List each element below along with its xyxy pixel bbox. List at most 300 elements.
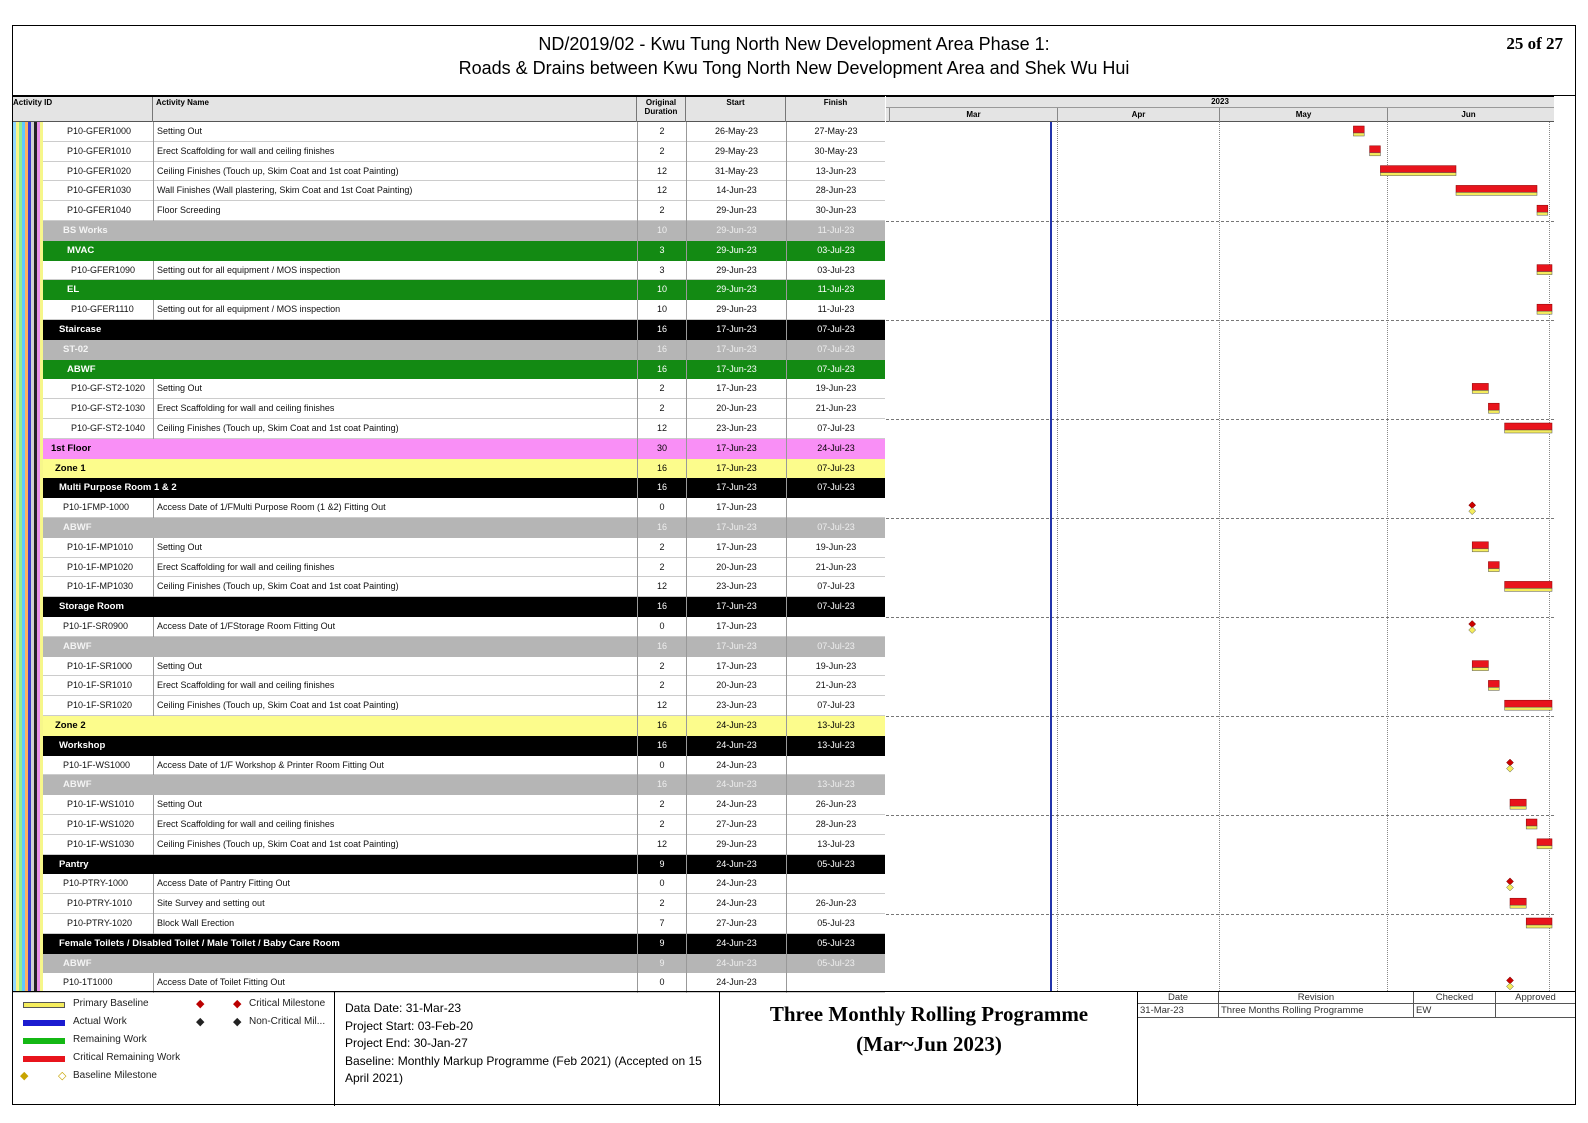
critical-bar [1472, 383, 1488, 390]
wbs-band[interactable] [13, 459, 885, 479]
critical-bar [1370, 146, 1381, 153]
finish-date: 19-Jun-23 [786, 538, 885, 558]
duration: 0 [637, 874, 686, 894]
wbs-title: MVAC [67, 244, 95, 256]
wbs-title: BS Works [63, 225, 108, 236]
activity-row[interactable] [13, 538, 885, 558]
wbs-title: Zone 1 [55, 462, 86, 474]
finish-date: 21-Jun-23 [786, 676, 885, 696]
baseline-milestone-icon [1507, 765, 1514, 772]
wbs-title: Multi Purpose Room 1 & 2 [59, 482, 177, 494]
page-number: 25 of 27 [1506, 34, 1563, 53]
baseline-bar [1353, 133, 1364, 136]
duration: 16 [637, 518, 686, 538]
activity-id: P10-1F-SR1010 [67, 680, 133, 691]
wbs-title: ABWF [67, 363, 96, 375]
activity-row[interactable] [13, 498, 885, 518]
rev-header-checked: Checked [1414, 992, 1496, 1004]
activity-name: Erect Scaffolding for wall and ceiling finishes [153, 142, 637, 162]
activity-id: P10-GFER1030 [67, 185, 132, 196]
activity-name: Site Survey and setting out [153, 894, 637, 914]
activity-row[interactable] [13, 577, 885, 597]
rev-cell-checked: EW [1414, 1004, 1496, 1018]
legend-primary-baseline: Primary Baseline [73, 998, 149, 1009]
legend-non-critical-milestone: Non-Critical Mil... [249, 1016, 326, 1027]
start-date: 29-Jun-23 [686, 280, 786, 300]
finish-date: 03-Jul-23 [786, 261, 885, 281]
duration: 16 [637, 478, 686, 498]
finish-date [786, 756, 885, 776]
start-date: 26-May-23 [686, 122, 786, 142]
finish-date: 27-May-23 [786, 122, 885, 142]
col-activity-id[interactable]: Activity ID [13, 97, 153, 122]
duration: 7 [637, 914, 686, 934]
activity-name: Access Date of 1/F Workshop & Printer Room Fitting Out [153, 756, 637, 776]
project-title-line2: Roads & Drains between Kwu Tong North New Development Area and Shek Wu Hui [458, 58, 1130, 78]
activity-name: Block Wall Erection [153, 914, 637, 934]
page-header [13, 26, 1575, 96]
activity-row[interactable] [13, 696, 885, 716]
critical-remaining-work-swatch [23, 1056, 65, 1062]
duration: 2 [637, 142, 686, 162]
finish-date: 07-Jul-23 [786, 360, 885, 380]
critical-bar [1526, 819, 1537, 826]
baseline-bar [1488, 410, 1499, 413]
wbs-band[interactable] [13, 221, 885, 241]
duration: 2 [637, 795, 686, 815]
table-header [13, 96, 885, 122]
rev-cell-approved [1496, 1004, 1575, 1018]
gantt-bars [886, 122, 1554, 991]
baseline-bar [1488, 569, 1499, 572]
start-date: 24-Jun-23 [686, 855, 786, 875]
activity-row[interactable] [13, 756, 885, 776]
finish-date: 30-Jun-23 [786, 201, 885, 221]
finish-date: 03-Jul-23 [786, 241, 885, 261]
duration: 2 [637, 538, 686, 558]
finish-date: 07-Jul-23 [786, 637, 885, 657]
activity-row[interactable] [13, 300, 885, 320]
duration: 2 [637, 379, 686, 399]
wbs-title: Workshop [59, 739, 106, 751]
baseline-bar [1472, 668, 1488, 671]
activity-name: Access Date of 1/FStorage Room Fitting Out [153, 617, 637, 637]
baseline-bar [1472, 390, 1488, 393]
wbs-band[interactable] [13, 280, 885, 300]
activity-id: P10-GFER1110 [71, 304, 134, 315]
timeline-year: 2023 [886, 96, 1554, 108]
wbs-title: Pantry [59, 858, 89, 870]
finish-date [786, 498, 885, 518]
activity-row[interactable] [13, 874, 885, 894]
activity-row[interactable] [13, 201, 885, 221]
start-date: 17-Jun-23 [686, 498, 786, 518]
wbs-band[interactable] [13, 775, 885, 795]
duration: 9 [637, 934, 686, 954]
activity-id: P10-1F-WS1030 [67, 838, 135, 849]
activity-row[interactable] [13, 914, 885, 934]
finish-date: 07-Jul-23 [786, 597, 885, 617]
col-original-duration[interactable]: Original Duration [637, 97, 686, 122]
activity-id: P10-1F-SR0900 [63, 621, 129, 631]
start-date: 17-Jun-23 [686, 538, 786, 558]
duration: 3 [637, 261, 686, 281]
activity-row[interactable] [13, 894, 885, 914]
finish-date: 19-Jun-23 [786, 379, 885, 399]
start-date: 17-Jun-23 [686, 637, 786, 657]
activity-id: P10-1F-MP1010 [67, 541, 134, 552]
start-date: 20-Jun-23 [686, 558, 786, 578]
activity-row[interactable] [13, 261, 885, 281]
timeline-months [886, 108, 1554, 122]
legend-footer [13, 991, 1575, 1105]
rev-cell-revision: Three Months Rolling Programme [1219, 1004, 1414, 1018]
activity-row[interactable] [13, 379, 885, 399]
activity-id: P10-1F-WS1020 [67, 819, 135, 829]
duration: 12 [637, 577, 686, 597]
wbs-band[interactable] [13, 954, 885, 974]
data-date: Data Date: 31-Mar-23 [345, 1001, 462, 1015]
critical-bar [1472, 661, 1488, 668]
start-date: 29-Jun-23 [686, 221, 786, 241]
wbs-band[interactable] [13, 518, 885, 538]
finish-date [786, 874, 885, 894]
baseline-bar [1505, 588, 1552, 591]
start-date: 29-Jun-23 [686, 300, 786, 320]
activity-row[interactable] [13, 617, 885, 637]
start-date: 17-Jun-23 [686, 459, 786, 479]
activity-row[interactable] [13, 419, 885, 439]
activity-row[interactable] [13, 558, 885, 578]
wbs-band[interactable] [13, 855, 885, 875]
project-end: Project End: 30-Jan-27 [345, 1036, 468, 1050]
finish-date: 05-Jul-23 [786, 934, 885, 954]
wbs-title: ABWF [63, 522, 92, 533]
duration: 16 [637, 716, 686, 736]
start-date: 17-Jun-23 [686, 518, 786, 538]
start-date: 24-Jun-23 [686, 795, 786, 815]
finish-date: 07-Jul-23 [786, 577, 885, 597]
finish-date: 05-Jul-23 [786, 914, 885, 934]
activity-name: Erect Scaffolding for wall and ceiling finishes [153, 815, 637, 835]
finish-date: 13-Jul-23 [786, 835, 885, 855]
activity-id: P10-1F-WS1010 [67, 799, 135, 810]
wbs-band[interactable] [13, 736, 885, 756]
programme-title-line1: Three Monthly Rolling Programme [769, 1002, 1089, 1026]
baseline-bar [1537, 212, 1548, 215]
start-date: 23-Jun-23 [686, 696, 786, 716]
activity-row[interactable] [13, 181, 885, 201]
activity-id: P10-1F-MP1030 [67, 581, 134, 592]
activity-name: Setting Out [153, 657, 637, 677]
baseline-bar [1537, 311, 1552, 314]
start-date: 27-Jun-23 [686, 815, 786, 835]
baseline-bar [1370, 153, 1381, 156]
critical-bar [1488, 680, 1499, 687]
activity-id: P10-1FMP-1000 [63, 502, 130, 513]
finish-date: 21-Jun-23 [786, 399, 885, 419]
baseline-bar [1472, 549, 1488, 552]
activity-name: Setting Out [153, 795, 637, 815]
activity-row[interactable] [13, 815, 885, 835]
wbs-band[interactable] [13, 340, 885, 360]
start-date: 29-Jun-23 [686, 261, 786, 281]
critical-bar [1505, 700, 1552, 707]
activity-name: Floor Screeding [153, 201, 637, 221]
duration: 3 [637, 241, 686, 261]
activity-name: Ceiling Finishes (Touch up, Skim Coat and 1st coat Painting) [153, 162, 637, 182]
start-date: 24-Jun-23 [686, 756, 786, 776]
finish-date: 05-Jul-23 [786, 855, 885, 875]
wbs-band[interactable] [13, 241, 885, 261]
duration: 16 [637, 637, 686, 657]
wbs-band[interactable] [13, 478, 885, 498]
activity-row[interactable] [13, 795, 885, 815]
start-date: 24-Jun-23 [686, 894, 786, 914]
critical-bar [1488, 403, 1499, 410]
activity-name: Ceiling Finishes (Touch up, Skim Coat and 1st coat Painting) [153, 696, 637, 716]
activity-id: P10-GFER1010 [67, 145, 132, 156]
activity-id: P10-PTRY-1000 [63, 878, 129, 889]
baseline-milestone-icon: ◇ [58, 1070, 67, 1082]
activity-id: P10-1F-MP1020 [67, 561, 134, 572]
duration: 0 [637, 973, 686, 993]
project-info [335, 992, 720, 1106]
activity-id: P10-1F-SR1000 [67, 660, 133, 671]
critical-bar [1537, 304, 1552, 311]
wbs-title: Storage Room [59, 601, 124, 613]
start-date: 17-Jun-23 [686, 379, 786, 399]
start-date: 17-Jun-23 [686, 340, 786, 360]
duration: 9 [637, 954, 686, 974]
activity-name: Wall Finishes (Wall plastering, Skim Coat and 1st Coat Painting) [153, 181, 637, 201]
start-date: 17-Jun-23 [686, 320, 786, 340]
baseline-milestone-icon: ◆ [20, 1070, 29, 1082]
wbs-band[interactable] [13, 716, 885, 736]
actual-work-swatch [23, 1020, 65, 1026]
activity-row[interactable] [13, 122, 885, 142]
baseline-bar [1456, 192, 1537, 195]
critical-bar [1353, 126, 1364, 133]
finish-date: 28-Jun-23 [786, 181, 885, 201]
finish-date: 07-Jul-23 [786, 320, 885, 340]
duration: 12 [637, 835, 686, 855]
duration: 16 [637, 597, 686, 617]
wbs-band[interactable] [13, 320, 885, 340]
duration: 12 [637, 419, 686, 439]
legend-critical-remaining-work: Critical Remaining Work [73, 1052, 181, 1063]
start-date: 20-Jun-23 [686, 399, 786, 419]
primary-baseline-swatch [23, 1002, 65, 1008]
activity-id: P10-GFER1040 [67, 205, 132, 216]
activity-id: P10-GF-ST2-1030 [71, 403, 146, 414]
wbs-title: ST-02 [63, 343, 89, 355]
activity-name: Erect Scaffolding for wall and ceiling finishes [153, 399, 637, 419]
activity-name: Ceiling Finishes (Touch up, Skim Coat and 1st coat Painting) [153, 577, 637, 597]
start-date: 29-May-23 [686, 142, 786, 162]
activity-id: P10-GF-ST2-1020 [71, 383, 146, 394]
baseline-bar [1526, 925, 1552, 928]
start-date: 17-Jun-23 [686, 478, 786, 498]
wbs-title: Zone 2 [55, 720, 86, 731]
programme-title [720, 992, 1138, 1106]
start-date: 17-Jun-23 [686, 360, 786, 380]
legend-baseline-milestone: Baseline Milestone [73, 1070, 157, 1081]
col-start[interactable]: Start [686, 97, 786, 122]
month-may: May [1219, 108, 1387, 122]
finish-date: 26-Jun-23 [786, 795, 885, 815]
activity-row[interactable] [13, 142, 885, 162]
start-date: 24-Jun-23 [686, 716, 786, 736]
activity-name: Access Date of 1/FMulti Purpose Room (1 &2) Fitting Out [153, 498, 637, 518]
activity-id: P10-GFER1000 [67, 126, 132, 136]
baseline-milestone-icon [1507, 884, 1514, 891]
critical-milestone-icon: ◆ [196, 998, 205, 1010]
duration: 12 [637, 162, 686, 182]
duration: 16 [637, 775, 686, 795]
month-apr: Apr [1057, 108, 1219, 122]
start-date: 24-Jun-23 [686, 954, 786, 974]
start-date: 17-Jun-23 [686, 617, 786, 637]
page-frame [12, 25, 1576, 1105]
baseline-bar [1488, 687, 1499, 690]
start-date: 24-Jun-23 [686, 934, 786, 954]
duration: 2 [637, 894, 686, 914]
non-critical-milestone-icon: ◆ [196, 1016, 205, 1028]
critical-bar [1488, 562, 1499, 569]
finish-date: 07-Jul-23 [786, 340, 885, 360]
finish-date: 07-Jul-23 [786, 419, 885, 439]
activity-name: Access Date of Toilet Fitting Out [153, 973, 637, 993]
critical-bar [1537, 265, 1552, 272]
baseline-bar [1505, 707, 1552, 710]
critical-bar [1537, 205, 1548, 212]
activity-table [13, 96, 885, 991]
activity-id: P10-GFER1090 [71, 264, 136, 275]
remaining-work-swatch [23, 1038, 65, 1044]
programme-title-line2: (Mar~Jun 2023) [856, 1032, 1002, 1056]
start-date: 17-Jun-23 [686, 597, 786, 617]
finish-date: 13-Jul-23 [786, 736, 885, 756]
duration: 10 [637, 280, 686, 300]
start-date: 20-Jun-23 [686, 676, 786, 696]
critical-bar [1510, 799, 1526, 806]
start-date: 31-May-23 [686, 162, 786, 182]
rev-cell-date: 31-Mar-23 [1138, 1004, 1219, 1018]
finish-date: 13-Jul-23 [786, 775, 885, 795]
activity-name: Ceiling Finishes (Touch up, Skim Coat and 1st coat Painting) [153, 419, 637, 439]
baseline-milestone-icon [1507, 983, 1514, 990]
start-date: 24-Jun-23 [686, 775, 786, 795]
critical-bar [1472, 542, 1488, 549]
baseline-bar [1537, 272, 1552, 275]
duration: 10 [637, 300, 686, 320]
finish-date: 11-Jul-23 [786, 300, 885, 320]
non-critical-milestone-icon: ◆ [233, 1016, 242, 1028]
duration: 9 [637, 855, 686, 875]
rev-header-approved: Approved [1496, 992, 1575, 1004]
gantt-chart [886, 96, 1554, 991]
start-date: 27-Jun-23 [686, 914, 786, 934]
baseline-bar [1526, 826, 1537, 829]
finish-date: 07-Jul-23 [786, 459, 885, 479]
start-date: 17-Jun-23 [686, 657, 786, 677]
start-date: 23-Jun-23 [686, 419, 786, 439]
activity-id: P10-1F-WS1000 [63, 759, 131, 770]
critical-bar [1537, 839, 1552, 846]
duration: 12 [637, 181, 686, 201]
duration: 2 [637, 201, 686, 221]
duration: 2 [637, 399, 686, 419]
duration: 2 [637, 558, 686, 578]
wbs-band[interactable] [13, 637, 885, 657]
activity-name: Setting Out [153, 122, 637, 142]
finish-date: 13-Jul-23 [786, 716, 885, 736]
activity-row[interactable] [13, 835, 885, 855]
wbs-band[interactable] [13, 597, 885, 617]
duration: 2 [637, 657, 686, 677]
col-activity-name[interactable]: Activity Name [153, 97, 637, 122]
critical-bar [1380, 166, 1456, 173]
legend [13, 992, 335, 1106]
wbs-band[interactable] [13, 360, 885, 380]
activity-name: Erect Scaffolding for wall and ceiling finishes [153, 676, 637, 696]
activity-id: P10-PTRY-1020 [67, 918, 133, 928]
activity-row[interactable] [13, 399, 885, 419]
baseline-bar [1380, 173, 1456, 176]
finish-date: 11-Jul-23 [786, 221, 885, 241]
start-date: 29-Jun-23 [686, 241, 786, 261]
critical-bar [1456, 185, 1537, 192]
activity-row[interactable] [13, 676, 885, 696]
duration: 16 [637, 360, 686, 380]
col-finish[interactable]: Finish [823, 98, 848, 107]
activity-name: Setting Out [153, 538, 637, 558]
rev-header-revision: Revision [1219, 992, 1414, 1004]
wbs-stripe [40, 122, 43, 991]
activity-row[interactable] [13, 162, 885, 182]
wbs-title: ABWF [63, 957, 92, 969]
activity-name: Access Date of Pantry Fitting Out [153, 874, 637, 894]
finish-date: 26-Jun-23 [786, 894, 885, 914]
baseline-bar [1510, 905, 1526, 908]
wbs-band[interactable] [13, 439, 885, 459]
duration: 16 [637, 459, 686, 479]
finish-date: 30-May-23 [786, 142, 885, 162]
rev-header-date: Date [1138, 992, 1219, 1004]
wbs-title: Female Toilets / Disabled Toilet / Male Toilet / Baby Care Room [59, 937, 340, 949]
activity-id: P10-GF-ST2-1040 [71, 423, 146, 433]
duration: 2 [637, 676, 686, 696]
finish-date: 07-Jul-23 [786, 696, 885, 716]
critical-bar [1526, 918, 1552, 925]
wbs-band[interactable] [13, 934, 885, 954]
finish-date: 13-Jun-23 [786, 162, 885, 182]
project-title-line1: ND/2019/02 - Kwu Tung North New Development Area Phase 1: [538, 34, 1050, 54]
finish-date: 05-Jul-23 [786, 954, 885, 974]
finish-date: 19-Jun-23 [786, 657, 885, 677]
activity-row[interactable] [13, 657, 885, 677]
finish-date [786, 617, 885, 637]
wbs-title: ABWF [63, 779, 92, 791]
activity-name: Erect Scaffolding for wall and ceiling finishes [153, 558, 637, 578]
baseline-milestone-icon [1469, 627, 1476, 634]
baseline-bar [1505, 430, 1552, 433]
baseline-bar [1510, 806, 1526, 809]
activity-name: Setting out for all equipment / MOS inspection [153, 300, 637, 320]
duration: 16 [637, 736, 686, 756]
start-date: 29-Jun-23 [686, 201, 786, 221]
